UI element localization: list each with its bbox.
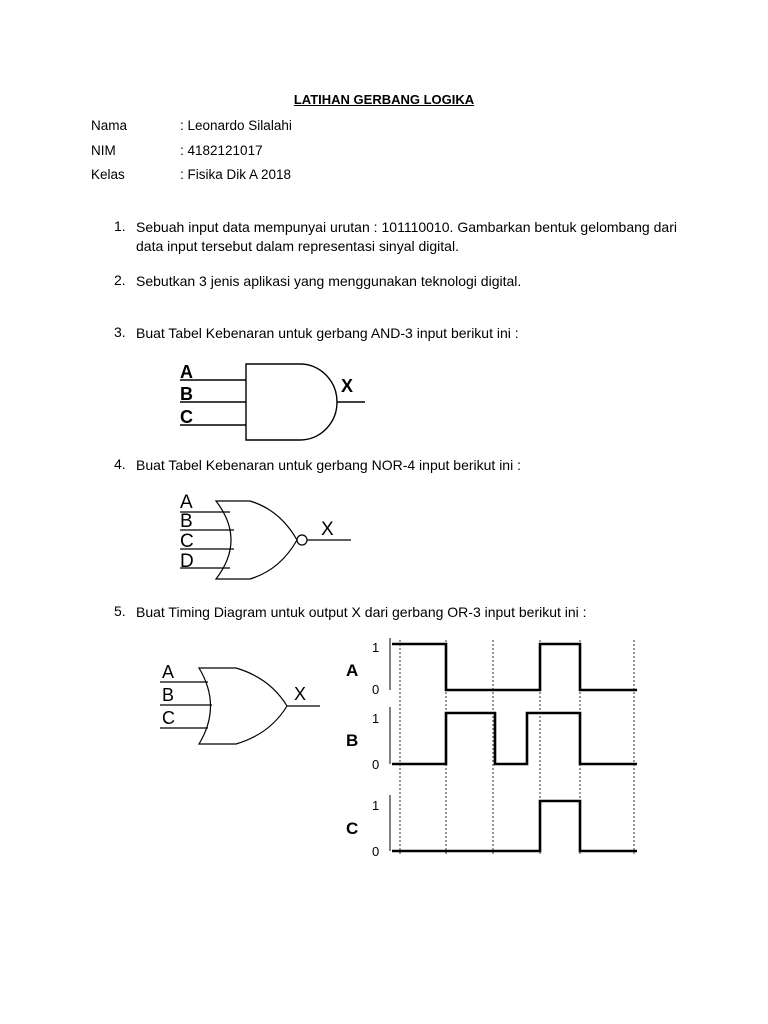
question-2-number: 2. (114, 272, 126, 288)
timing-low-label: 0 (372, 682, 380, 697)
timing-signal-label-c: C (346, 819, 359, 838)
nor-input-c-label: C (180, 531, 194, 552)
question-5-text: Buat Timing Diagram untuk output X dari gerbang OR-3 input berikut ini : (136, 604, 587, 620)
or-input-a-label: A (162, 662, 175, 682)
and-output-label: X (341, 376, 354, 396)
and-input-c-label: C (180, 407, 193, 427)
info-label-nim: NIM (91, 143, 116, 158)
timing-high-label: 1 (372, 640, 380, 655)
timing-gridlines (390, 638, 634, 856)
and-input-a-label: A (180, 362, 193, 382)
timing-high-label: 1 (372, 798, 380, 813)
or-input-c-label: C (162, 708, 175, 728)
waveform-b (392, 713, 637, 764)
info-value-nim: : 4182121017 (180, 143, 263, 158)
question-3-text: Buat Tabel Kebenaran untuk gerbang AND-3 input berikut ini : (136, 325, 519, 341)
info-value-nama: : Leonardo Silalahi (180, 118, 292, 133)
info-label-kelas: Kelas (91, 167, 125, 182)
question-1-number: 1. (114, 218, 126, 234)
timing-signal-label-b: B (346, 731, 359, 750)
question-3-number: 3. (114, 324, 126, 340)
nor-input-a-label: A (180, 492, 193, 513)
or-input-b-label: B (162, 685, 175, 705)
question-5-number: 5. (114, 603, 126, 619)
or-output-label: X (294, 684, 307, 704)
info-label-nama: Nama (91, 118, 128, 133)
timing-low-label: 0 (372, 844, 380, 859)
question-4-number: 4. (114, 456, 126, 472)
page-title: LATIHAN GERBANG LOGIKA (293, 92, 475, 107)
question-1-text: Sebuah input data mempunyai urutan : 101110010. Gambarkan bentuk gelombang dari data input tersebut dalam representasi sinyal digital. (136, 219, 677, 254)
waveform-a (392, 644, 637, 690)
question-4-text: Buat Tabel Kebenaran untuk gerbang NOR-4 input berikut ini : (136, 457, 521, 473)
nor-input-b-label: B (180, 511, 193, 532)
question-2-text: Sebutkan 3 jenis aplikasi yang menggunakan teknologi digital. (136, 273, 522, 289)
nor-input-d-label: D (180, 551, 194, 572)
timing-signal-label-a: A (346, 661, 359, 680)
and-input-b-label: B (180, 384, 193, 404)
info-value-kelas: : Fisika Dik A 2018 (180, 167, 292, 182)
timing-low-label: 0 (372, 757, 380, 772)
nor-output-label: X (321, 519, 334, 540)
timing-high-label: 1 (372, 711, 380, 726)
waveform-c (392, 801, 637, 851)
